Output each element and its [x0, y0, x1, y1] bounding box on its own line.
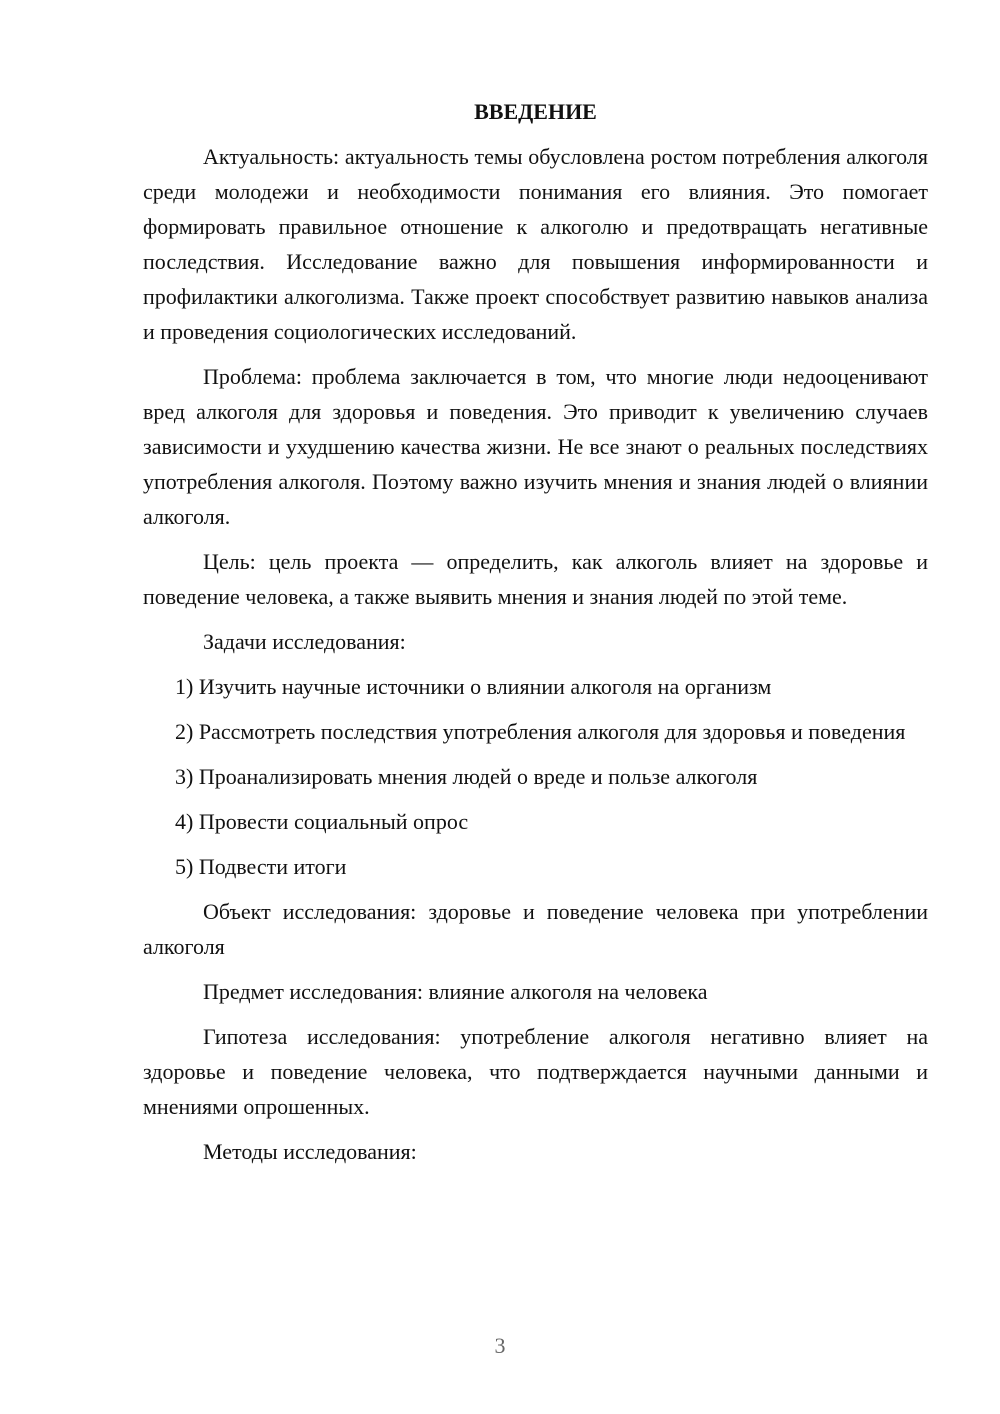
paragraph-subject: Предмет исследования: влияние алкоголя на человека	[203, 979, 708, 1004]
page-number: 3	[494, 1333, 506, 1358]
task-item-2: 2) Рассмотреть последствия употребления алкоголя для здоровья и поведения	[175, 719, 906, 744]
section-title: ВВЕДЕНИЕ	[474, 99, 597, 124]
paragraph-goal: Цель: цель проекта — определить, как алкоголь влияет на здоровье и поведение человека, а также выявить мнения и знания людей по этой теме.	[143, 549, 928, 609]
paragraph-object: Объект исследования: здоровье и поведение человека при употреблении алкоголя	[143, 899, 928, 959]
paragraph-problem: Проблема: проблема заключается в том, что многие люди недооценивают вред алкоголя для здоровья и поведения. Это приводит к увеличению случаев зависимости и ухудшению качества жизни. Не все знают о реальных последствиях употребления алкоголя. Поэтому важно изучить мнения и знания людей о влиянии алкоголя.	[143, 364, 928, 529]
page-content	[143, 94, 928, 1179]
methods-heading: Методы исследования:	[203, 1139, 417, 1164]
task-item-5: 5) Подвести итоги	[175, 854, 347, 879]
paragraph-hypothesis: Гипотеза исследования: употребление алкоголя негативно влияет на здоровье и поведение человека, что подтверждается научными данными и мнениями опрошенных.	[143, 1024, 928, 1119]
task-item-1: 1) Изучить научные источники о влиянии алкоголя на организм	[175, 674, 772, 699]
task-item-3: 3) Проанализировать мнения людей о вреде и пользе алкоголя	[175, 764, 758, 789]
tasks-heading: Задачи исследования:	[203, 629, 406, 654]
task-item-4: 4) Провести социальный опрос	[175, 809, 469, 834]
paragraph-relevance: Актуальность: актуальность темы обусловлена ростом потребления алкоголя среди молодежи и необходимости понимания его влияния. Это помогает формировать правильное отношение к алкоголю и предотвращать негативные последствия. Исследование важно для повышения информированности и профилактики алкоголизма. Также проект способствует развитию навыков анализа и проведения социологических исследований.	[143, 144, 928, 344]
